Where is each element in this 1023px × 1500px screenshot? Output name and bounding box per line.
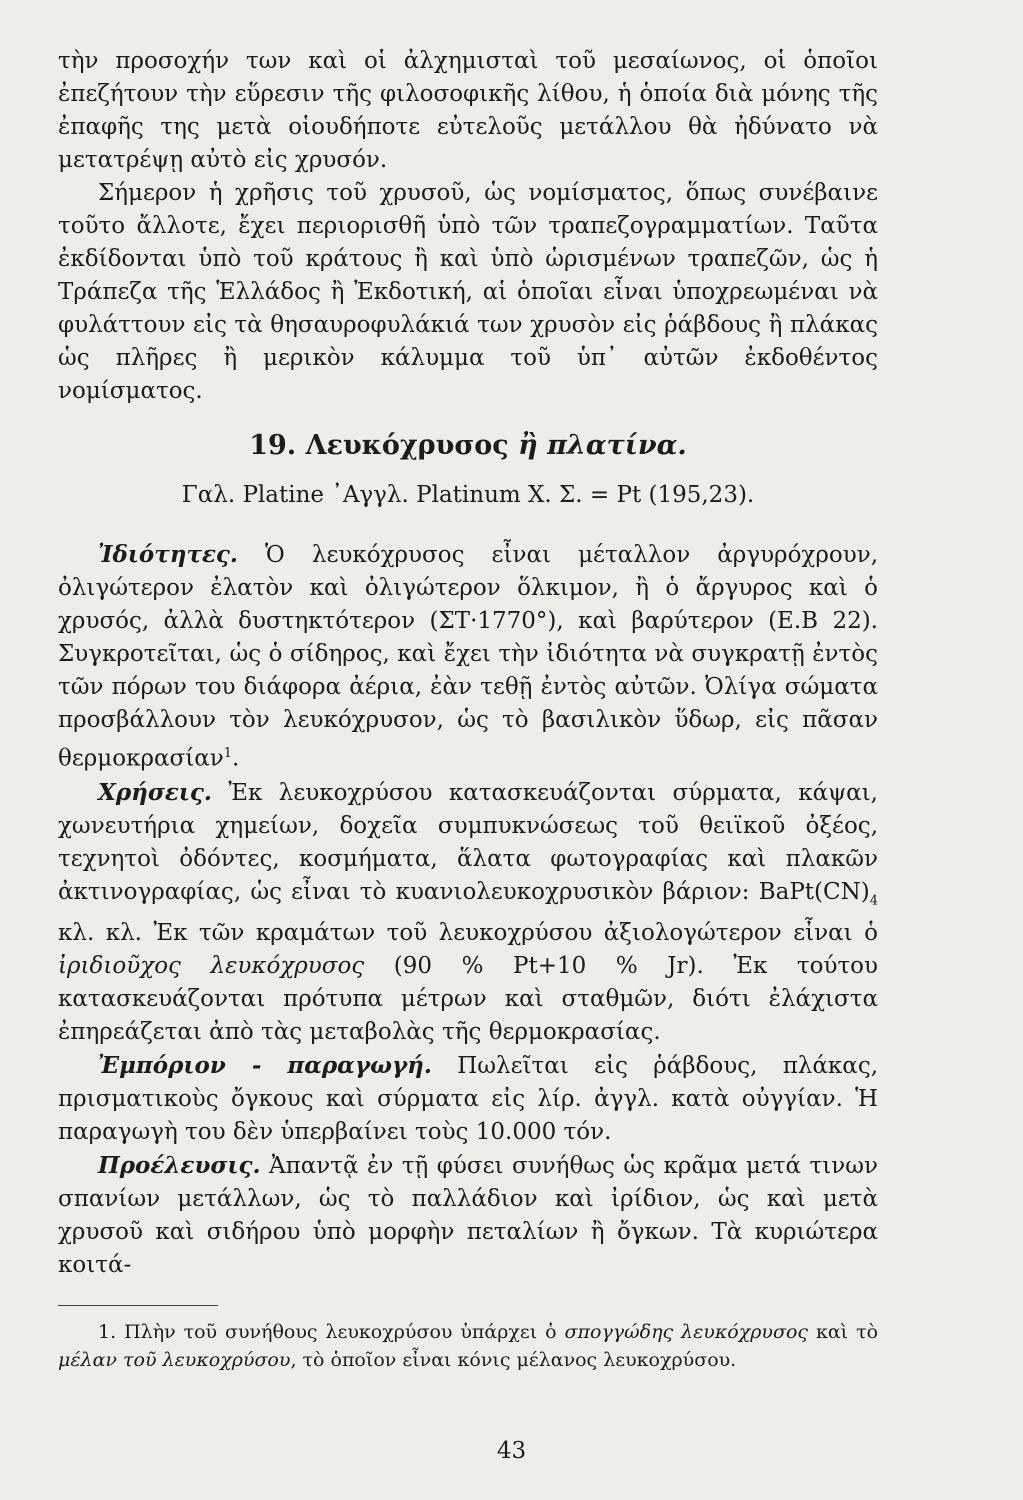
section-title: Λευκόχρυσος — [305, 430, 509, 461]
origin-label: Προέλευσις. — [98, 1152, 261, 1180]
section-number: 19. — [249, 430, 297, 461]
section-names-line: Γαλ. Platine ᾽Αγγλ. Platinum Χ. Σ. = Pt (195,23). — [181, 482, 755, 508]
page-number: 43 — [496, 1438, 527, 1464]
intro-paragraph-2: Σήμερον ἡ χρῆσις τοῦ χρυσοῦ, ὡς νομίσματος, ὅπως συνέβαινε τοῦτο ἄλλοτε, ἔχει περιορισθῆ ὑπὸ τῶν τραπεζογραμματίων. Ταῦτα ἐκδίδονται ὑπὸ τοῦ κράτους ἢ καὶ ὑπὸ ὡρισμένων τραπεζῶν, ὡς ἡ Τράπεζα τῆς Ἑλλάδος ἢ Ἐκδοτική, αἱ ὁποῖαι εἶναι ὑποχρεωμέναι νὰ φυλάττουν εἰς τὰ θησαυροφυλάκιά των χρυσὸν εἰς ῥάβδους ἢ πλάκας ὡς πλῆρες ἢ μερικὸν κάλυμμα τοῦ ὑπ᾽ αὐτῶν ἐκδοθέντος νομίσματος. — [58, 180, 878, 404]
uses-paragraph — [58, 776, 878, 1050]
properties-label: Ἰδιότητες. — [98, 541, 238, 568]
trade-label: Ἐμπόριον - παραγωγή. — [98, 1052, 432, 1080]
alloy-name: ἰριδιοῦχος λευκόχρυσος — [58, 953, 365, 980]
footnote: 1. Πλὴν τοῦ συνήθους λευκοχρύσου ὑπάρχει ὁ σπογγώδης λευκόχρυσος καὶ τὸ μέλαν τοῦ λευκοχρύσου, τὸ ὁποῖον εἶναι κόνις μέλανος λευκοχρύσου. — [58, 1321, 879, 1371]
origin-paragraph — [58, 1149, 878, 1282]
trade-text: Πωλεῖται εἰς ῥάβδους, πλάκας, πρισματικοὺς ὄγκους καὶ σύρματα εἰς λίρ. ἀγγλ. κατὰ οὐγγίαν. Ἡ παραγωγὴ του δὲν ὑπερβαίνει τοὺς 10.000 τόν. — [58, 1053, 879, 1146]
uses-text-3: (90 % Pt+10 % Jr). Ἐκ τούτου κατασκευάζονται πρότυπα μέτρων καὶ σταθμῶν, διότι ἐλάχιστα ἐπηρεάζεται ἀπὸ τὰς μεταβολὰς τῆς θερμοκρασίας. — [58, 953, 879, 1046]
intro-paragraph-1: τὴν προσοχήν των καὶ οἱ ἀλχημισταὶ τοῦ μεσαίωνος, οἱ ὁποῖοι ἐπεζήτουν τὴν εὕρεσιν τῆς φιλοσοφικῆς λίθου, ἡ ὁποία διὰ μόνης τῆς ἐπαφῆς της μετὰ οἱουδήποτε εὐτελοῦς μετάλλου θὰ ἠδύνατο νὰ μετατρέψῃ αὐτὸ εἰς χρυσόν. — [58, 48, 878, 173]
uses-text-1: Ἐκ λευκοχρύσου κατασκευάζονται σύρματα, κάψαι, χωνευτήρια χημείων, δοχεῖα συμπυκνώσεως τοῦ θειϊκοῦ ὀξέος, τεχνητοὶ ὀδόντες, κοσμήματα, ἅλατα φωτογραφίας καὶ πλακῶν ἀκτινογραφίας, ὡς εἶναι τὸ κυανιολευκοχρυσικὸν βάριον: BaPt(CN) — [58, 779, 878, 905]
footnote-marker: 1. — [98, 1321, 117, 1343]
intro-text — [58, 45, 878, 408]
footnote-divider — [58, 1305, 218, 1306]
section-heading — [58, 428, 878, 464]
formula-subscript: 4 — [869, 893, 878, 909]
properties-text: Ὁ λευκόχρυσος εἶναι μέταλλον ἀργυρόχρουν, ὀλιγώτερον ἐλατὸν καὶ ὀλιγώτερον ὅλκιμον, ἢ ὁ ἄργυρος καὶ ὁ χρυσός, ἀλλὰ δυστηκτότερον (ΣΤ·1770°), καὶ βαρύτερον (Ε.Β 22). Συγκροτεῖται, ὡς ὁ σίδηρος, καὶ ἔχει τὴν ἰδιότητα νὰ συγκρατῇ ἐντὸς τῶν πόρων του διάφορα ἀέρια, ἐὰν τεθῇ ἐντὸς αὐτῶν. Ὀλίγα σώματα προσβάλλουν τὸν λευκόχρυσον, ὡς τὸ βασιλικὸν ὕδωρ, εἰς πᾶσαν θερμοκρασίαν — [58, 542, 879, 772]
uses-label: Χρήσεις. — [98, 778, 212, 806]
origin-text: Ἀπαντᾷ ἐν τῇ φύσει συνήθως ὡς κρᾶμα μετά τινων σπανίων μετάλλων, ὡς τὸ παλλάδιον καὶ ἰρίδιον, ὡς καὶ μετὰ χρυσοῦ καὶ σιδήρου ὑπὸ μορφὴν πεταλίων ἢ ὄγκων. Τὰ κυριώτερα κοιτά- — [58, 1153, 879, 1279]
properties-paragraph: Ἰδιότητες. Ὁ λευκόχρυσος εἶναι μέταλλον ἀργυρόχρουν, ὀλιγώτερον ἐλατὸν καὶ ὀλιγώτερον ὅλκιμον, ἢ ὁ ἄργυρος καὶ ὁ χρυσός, ἀλλὰ δυστηκτότερον (ΣΤ·1770°), καὶ βαρύτερον (Ε.Β 22). Συγκροτεῖται, ὡς ὁ σίδηρος, καὶ ἔχει τὴν ἰδιότητα νὰ συγκρατῇ ἐντὸς τῶν πόρων του διάφορα ἀέρια, ἐὰν τεθῇ ἐντὸς αὐτῶν. Ὀλίγα σώματα προσβάλλουν τὸν λευκόχρυσον, ὡς τὸ βασιλικὸν ὕδωρ, εἰς πᾶσαν θερμοκρασίαν$^1$. — [58, 541, 879, 772]
uses-text-2: κλ. κλ. Ἐκ τῶν κραμάτων τοῦ λευκοχρύσου ἀξιολογώτερον εἶναι ὁ — [58, 920, 878, 947]
section-title-alt: ἢ πλατίνα. — [518, 430, 687, 461]
footnote-reference: 1 — [223, 746, 233, 761]
trade-paragraph — [58, 1049, 878, 1149]
section-body — [58, 538, 878, 1282]
